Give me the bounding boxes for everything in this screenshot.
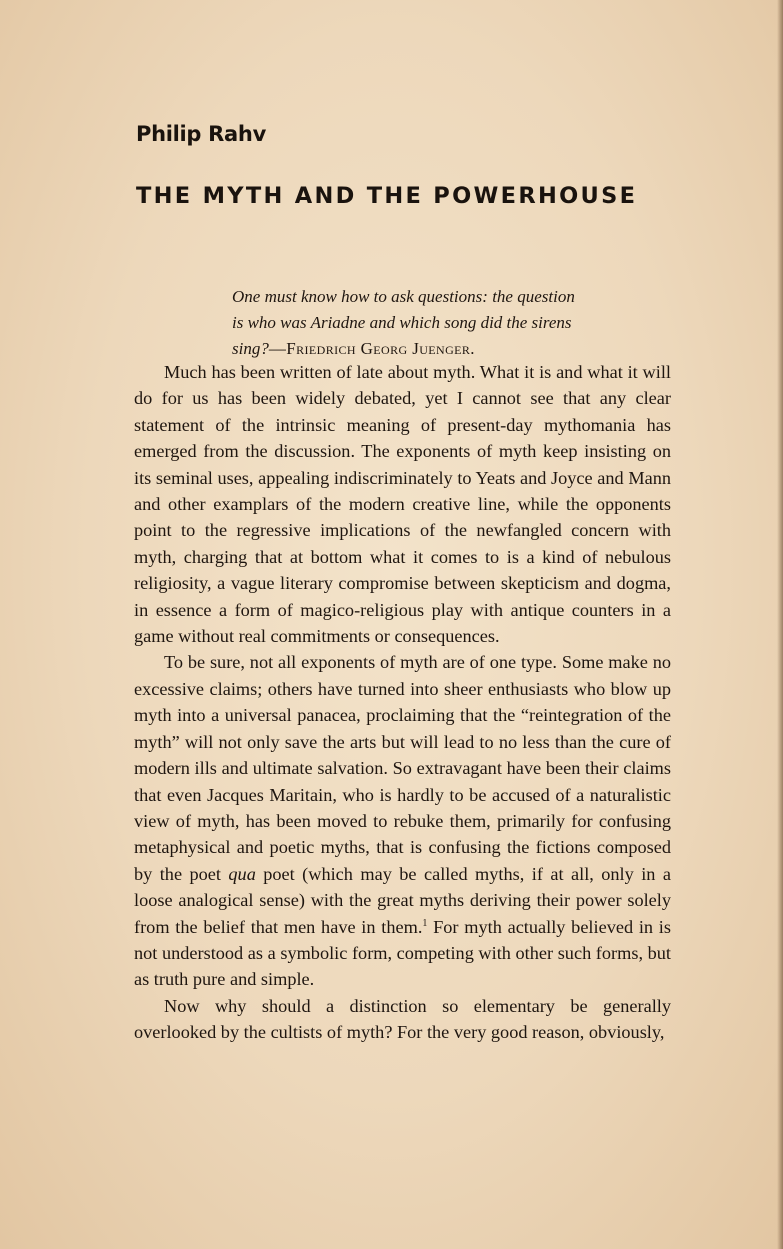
paragraph-2-text-c: For myth actually believed in is not understood as a symbolic form, competing with other such forms, but as truth pure and simple. [134,916,671,990]
essay-body [134,359,671,1046]
footnote-marker: 1 [422,917,428,929]
paragraph-2 [134,649,671,992]
page-edge-shadow [777,0,783,1249]
essay-title: THE MYTH AND THE POWERHOUSE [136,183,638,209]
paragraph-3: Now why should a distinction so elementary be generally overlooked by the cultists of myth? For the very good reason, obviously, [134,995,671,1043]
paragraph-1: Much has been written of late about myth. What it is and what it will do for us has been widely debated, yet I cannot see that any clear statement of the intrinsic meaning of present-day mythomania has emerged from the discussion. The exponents of myth keep insisting on its seminal uses, appealing indiscriminately to Yeats and Joyce and Mann and other examplars of the modern creative line, while the opponents point to the regressive implications of the newfangled concern with myth, charging that at bottom what it comes to is a kind of nebulous religiosity, a vague literary compromise between skepticism and dogma, in essence a form of magico-religious play with antique counters in a game without real commitments or consequences. [134,362,671,647]
epigraph-line-3: sing? [232,339,269,358]
epigraph [232,284,672,362]
epigraph-attribution: Friedrich Georg Juenger. [286,339,475,358]
paragraph-2-text-a: To be sure, not all exponents of myth are of one type. Some make no excessive claims; others have turned into sheer enthusiasts who blow up myth into a universal panacea, proclaiming that the “reintegration of the myth” will not only save the arts but will lead to no less than the cure of modern ills and ultimate salvation. So extravagant have been their claims that even Jacques Maritain, who is hardly to be accused of a naturalistic view of myth, has been moved to rebuke them, primarily for confusing metaphysical and poetic myths, that is confusing the fictions composed by the poet [134,652,671,884]
paragraph-2-text-b: poet (which may be called myths, if at all, only in a loose analogical sense) with the great myths deriving their power solely from the belief that men have in them. [134,863,671,937]
author-name: Philip Rahv [136,122,266,146]
epigraph-line-2: is who was Ariadne and which song did the sirens [232,313,572,332]
epigraph-question: One must know how to ask questions [232,287,483,306]
epigraph-dash: — [268,339,287,358]
paragraph-2-italic-qua: qua [228,863,256,884]
epigraph-question-rest: : the question [482,287,575,306]
